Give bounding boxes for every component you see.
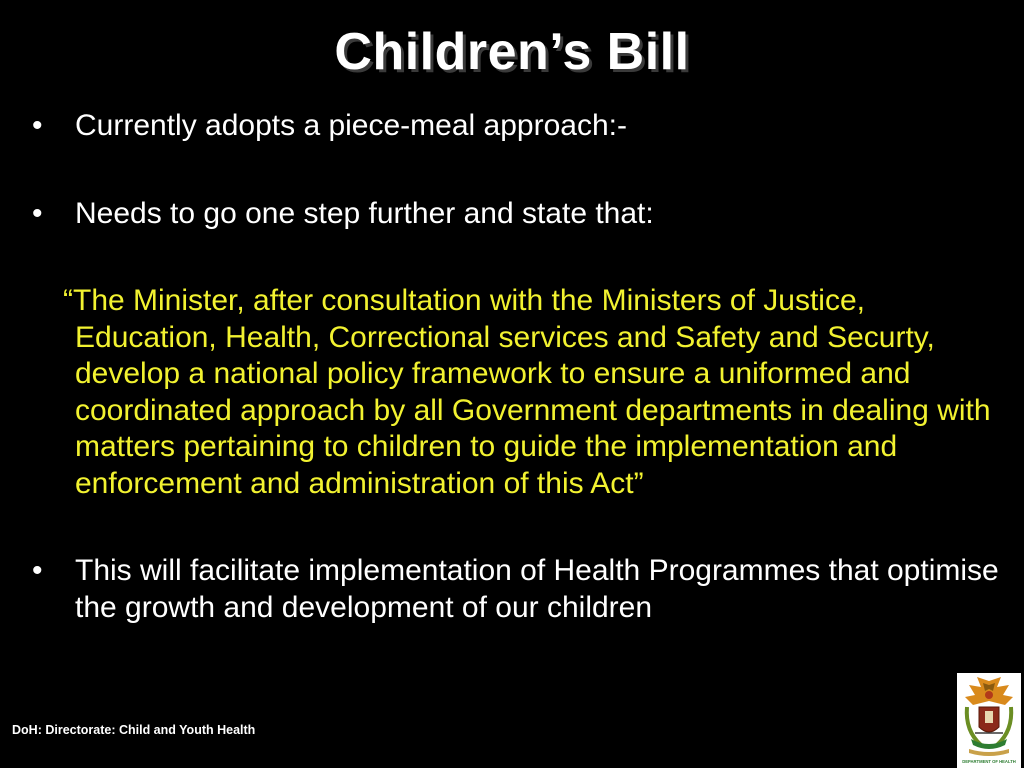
logo-caption: DEPARTMENT OF HEALTH [962, 759, 1016, 764]
bullet-text: Needs to go one step further and state that: [75, 196, 654, 230]
coat-of-arms-icon [957, 673, 1021, 768]
bullet-item [28, 108, 1003, 145]
bullet-text: This will facilitate implementation of Health Programmes that optimise the growth and development of our children [75, 554, 999, 624]
quoted-statement: “The Minister, after consultation with the Ministers of Justice, Education, Health, Correctional services and Safety and Securty, develop a national policy framework to ensure a uniformed and coordinated approach by all Government departments in dealing with matters pertaining to children to guide the implementation and enforcement and administration of this Act” [63, 284, 991, 500]
slide-body [28, 108, 1003, 626]
bullet-item [28, 553, 1003, 626]
bullet-item [28, 196, 1003, 233]
footer-text: DoH: Directorate: Child and Youth Health [12, 723, 256, 737]
department-logo [957, 673, 1021, 768]
bullet-marker: • [32, 196, 43, 230]
slide-title: Children’s Bill [334, 23, 690, 81]
bullet-text: Currently adopts a piece-meal approach:- [75, 109, 627, 142]
bullet-marker: • [32, 554, 43, 587]
bullet-marker: • [32, 109, 43, 142]
